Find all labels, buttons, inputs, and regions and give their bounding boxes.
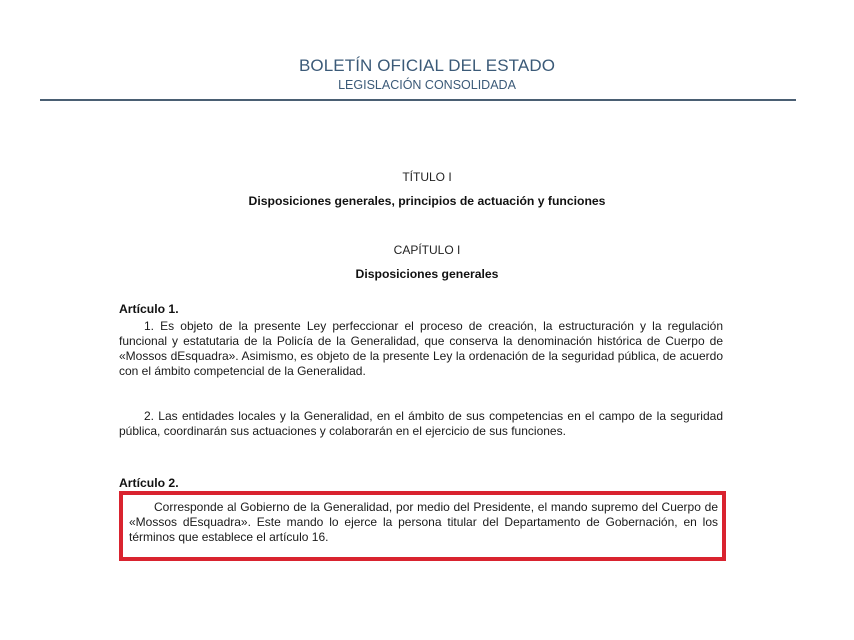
- paragraph-text: 1. Es objeto de la presente Ley perfeccionar el proceso de creación, la estructuración y la regulación funcional y estatutaria de la Policía de la Generalidad, que conserva la denominación histórica de Cuerpo de «Mossos dEsquadra». Asimismo, es objeto de la presente Ley la ordenación de la seguridad pública, de acuerdo con el ámbito competencial de la Generalidad.: [119, 319, 723, 378]
- article-1-paragraph-2: [119, 409, 723, 439]
- article-2-paragraph-1: [129, 500, 718, 545]
- paragraph-text: 2. Las entidades locales y la Generalidad, en el ámbito de sus competencias en el campo de la seguridad pública, coordinarán sus actuaciones y colaborarán en el ejercicio de sus funciones.: [119, 409, 723, 438]
- article-1-paragraph-1: [119, 319, 723, 379]
- capitulo-name: Disposiciones generales: [355, 267, 499, 281]
- publication-subtitle: LEGISLACIÓN CONSOLIDADA: [338, 78, 516, 92]
- header-divider: [40, 99, 796, 101]
- titulo-name: Disposiciones generales, principios de actuación y funciones: [248, 194, 606, 208]
- article-2-heading: Artículo 2.: [119, 476, 179, 490]
- titulo-label: TÍTULO I: [402, 170, 452, 184]
- article-2-highlight-box: [119, 491, 726, 561]
- capitulo-label: CAPÍTULO I: [393, 243, 461, 257]
- publication-title: BOLETÍN OFICIAL DEL ESTADO: [298, 56, 556, 75]
- article-1-heading: Artículo 1.: [119, 302, 179, 316]
- paragraph-text: Corresponde al Gobierno de la Generalidad, por medio del Presidente, el mando supremo del Cuerpo de «Mossos dEsquadra». Este mando lo ejerce la persona titular del Departamento de Gobernación, en los términos que establece el artículo 16.: [129, 500, 718, 544]
